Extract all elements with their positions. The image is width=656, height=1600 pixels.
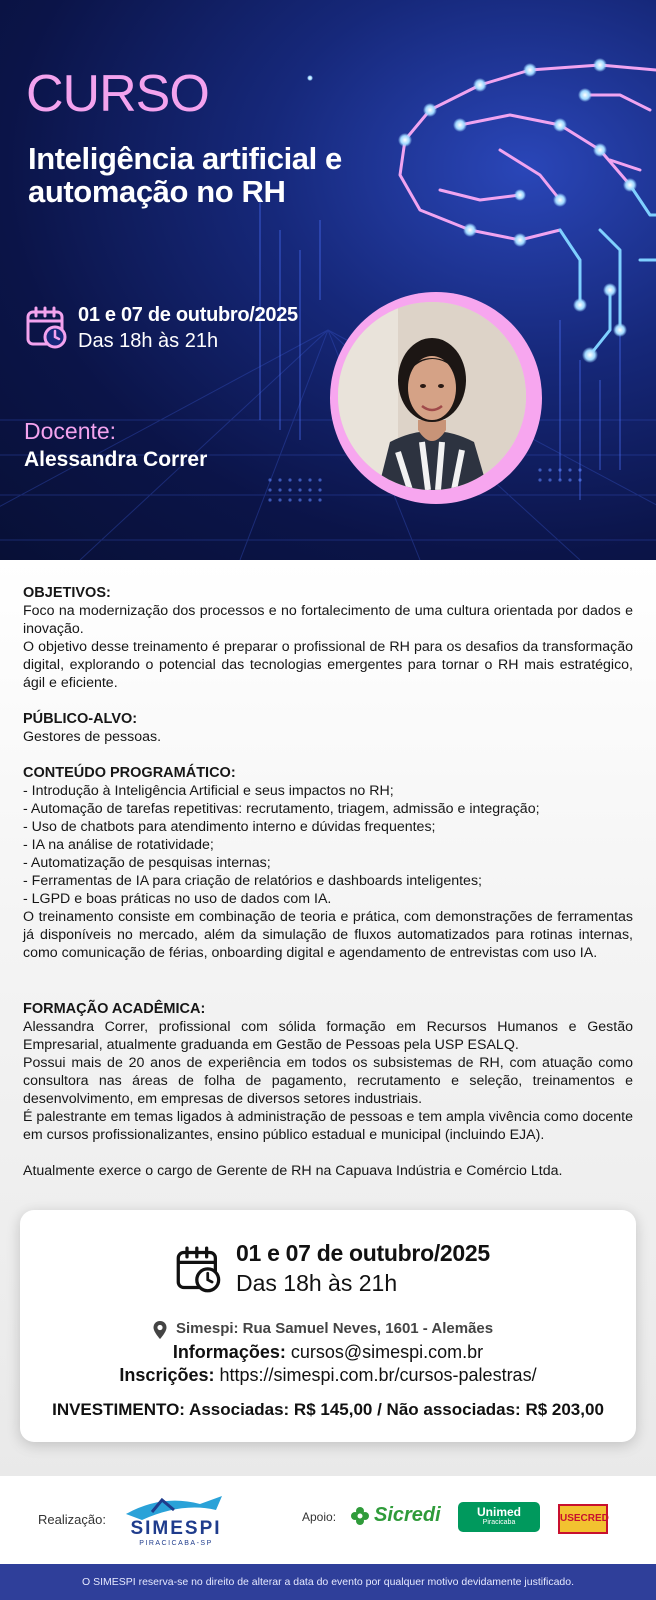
- docente-name: Alessandra Correr: [24, 448, 208, 471]
- hero-time: Das 18h às 21h: [78, 330, 219, 352]
- map-pin-icon: [152, 1320, 168, 1340]
- disclaimer-footer: O SIMESPI reserva-se no direito de alterar a data do evento por qualquer motivo devidamente justificado.: [0, 1564, 656, 1600]
- conteudo-item: - Uso de chatbots para atendimento interno e dúvidas frequentes;: [23, 819, 436, 835]
- inscricoes-label: Inscrições:: [119, 1365, 215, 1385]
- docente-label: Docente:: [24, 418, 117, 444]
- calendar-clock-icon: [176, 1246, 222, 1294]
- info-row: [20, 1342, 636, 1363]
- conteudo-item: - IA na análise de rotatividade;: [23, 837, 214, 853]
- formacao-text-2: Possui mais de 20 anos de experiência em todos os subsistemas de RH, com atuação como consultora nas áreas de folha de pagamento, recrutamento e seleção, treinamentos e desenvolvimento, em empresas de diversos setores industriais.: [23, 1055, 633, 1107]
- simespi-logo: [122, 1492, 230, 1548]
- unimed-city: Piracicaba: [482, 1519, 516, 1526]
- inscricoes-row: [20, 1365, 636, 1386]
- unimed-logo: [458, 1502, 540, 1532]
- conteudo-heading: CONTEÚDO PROGRAMÁTICO:: [23, 765, 236, 781]
- course-title: Inteligência artificial e automação no RH: [28, 141, 342, 209]
- hero-date: 01 e 07 de outubro/2025: [78, 304, 298, 326]
- conteudo-item: - Automatização de pesquisas internas;: [23, 855, 271, 871]
- card-time: Das 18h às 21h: [236, 1270, 398, 1296]
- event-address: Simespi: Rua Samuel Neves, 1601 - Alemães: [176, 1320, 494, 1337]
- simespi-wordmark: SIMESPI: [130, 1518, 222, 1539]
- hero-banner: [0, 0, 656, 560]
- conteudo-item: - Automação de tarefas repetitivas: recrutamento, triagem, admissão e integração;: [23, 801, 540, 817]
- conteudo-item: - LGPD e boas práticas no uso de dados com IA.: [23, 891, 332, 907]
- conteudo-item: - Introdução à Inteligência Artificial e seus impactos no RH;: [23, 783, 394, 799]
- event-info-card: [20, 1210, 636, 1442]
- realizacao-label: Realização:: [38, 1512, 106, 1527]
- apoio-label: Apoio:: [302, 1510, 337, 1524]
- info-email[interactable]: cursos@simespi.com.br: [285, 1342, 484, 1362]
- sponsors-bar: [0, 1476, 656, 1564]
- objetivos-text-1: Foco na modernização dos processos e no fortalecimento de uma cultura orientada por dados e inovação.: [23, 603, 633, 637]
- sicredi-logo: Sicredi: [374, 1504, 441, 1526]
- calendar-clock-icon: [26, 306, 68, 350]
- formacao-text-3: É palestrante em temas ligados à administração de pessoas e tem ampla vivência como docente em cursos profissionalizantes, ensino público estadual e municipal (incluindo EJA).: [23, 1109, 633, 1143]
- objetivos-text-2: O objetivo desse treinamento é preparar o profissional de RH para os desafios da transformação digital, explorando o potencial das tecnologias emergentes para tornar o RH mais estratégico, ágil e eficiente.: [23, 639, 633, 691]
- objetivos-heading: OBJETIVOS:: [23, 585, 111, 601]
- card-date: 01 e 07 de outubro/2025: [236, 1240, 490, 1266]
- simespi-city: PIRACICABA-SP: [139, 1540, 213, 1547]
- formacao-text-4: Atualmente exerce o cargo de Gerente de RH na Capuava Indústria e Comércio Ltda.: [23, 1163, 563, 1179]
- investment-price: INVESTIMENTO: Associadas: R$ 145,00 / Não associadas: R$ 203,00: [52, 1400, 604, 1419]
- usecred-logo: USECRED: [558, 1504, 608, 1534]
- instructor-photo: [338, 302, 526, 490]
- conteudo-closing: O treinamento consiste em combinação de teoria e prática, com demonstrações de ferramentas já disponíveis no mercado, além da simulação de fluxos automatizados para rotinas internas, como comunicação de férias, onboarding digital e agendamento de entrevistas com uso IA.: [23, 909, 633, 961]
- publico-heading: PÚBLICO-ALVO:: [23, 711, 138, 727]
- unimed-wordmark: Unimed: [476, 1505, 521, 1519]
- course-label: CURSO: [26, 65, 209, 123]
- sicredi-logo-icon: [350, 1506, 370, 1526]
- info-label: Informações:: [172, 1342, 286, 1362]
- formacao-text-1: Alessandra Correr, profissional com sólida formação em Recursos Humanos e Gestão Empresarial, atualmente graduanda em Gestão de Pessoas pela USP ESALQ.: [23, 1019, 633, 1053]
- inscricoes-link[interactable]: https://simespi.com.br/cursos-palestras/: [214, 1365, 537, 1385]
- conteudo-item: - Ferramentas de IA para criação de relatórios e dashboards inteligentes;: [23, 873, 482, 889]
- formacao-heading: FORMAÇÃO ACADÊMICA:: [23, 1001, 206, 1017]
- publico-text: Gestores de pessoas.: [23, 729, 162, 745]
